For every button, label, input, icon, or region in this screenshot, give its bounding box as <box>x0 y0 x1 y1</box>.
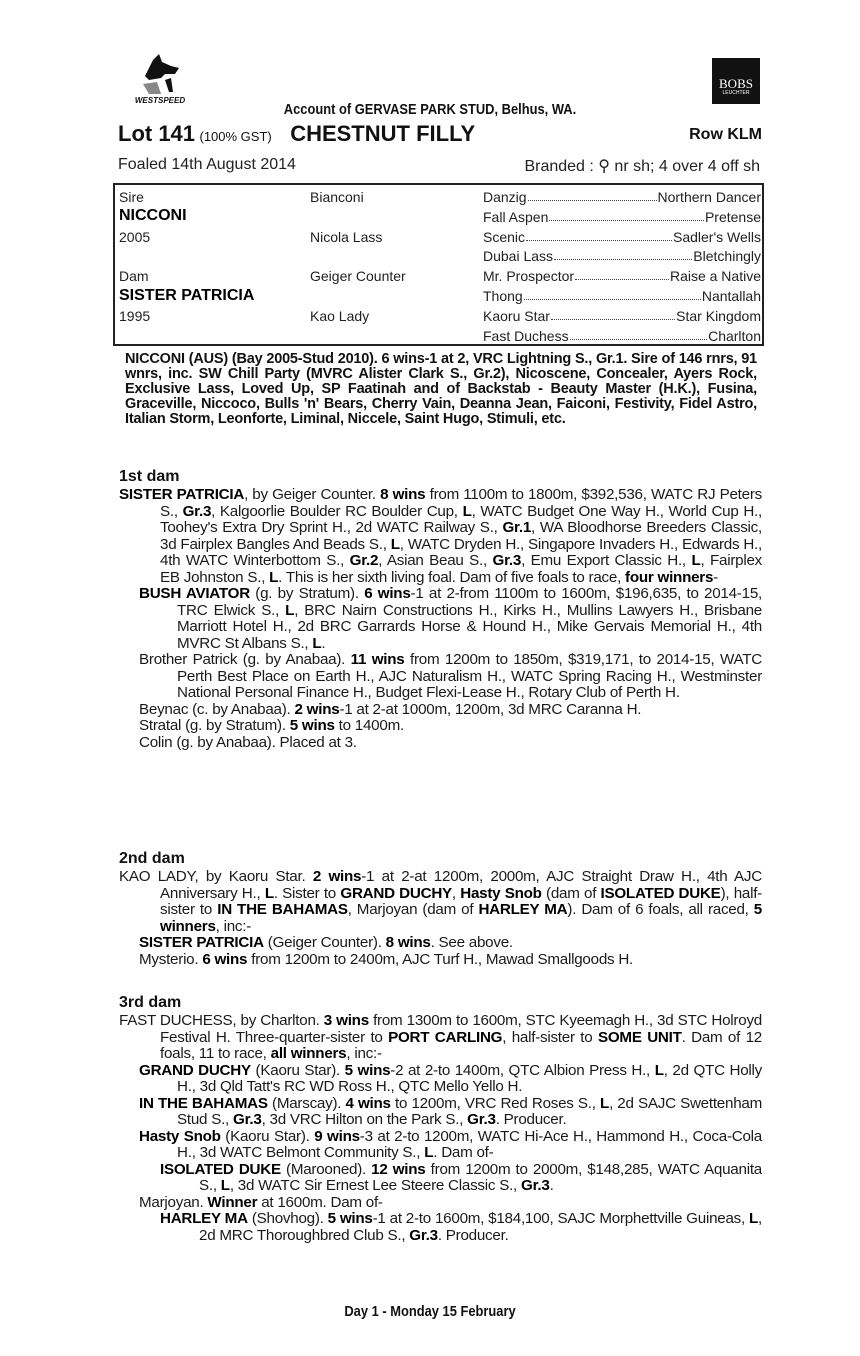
great-grandparent-sire: Bletchingly <box>693 248 761 265</box>
great-grandparent-row <box>483 288 761 304</box>
bold-text: Winner <box>207 1193 258 1211</box>
text: -1 at 2-at 1200m, 2000m, AJC Straight Draw H., 4th AJC Anniversary H., <box>160 868 762 902</box>
bold-text: IN THE BAHAMAS <box>139 1094 268 1112</box>
text: to 1200m, VRC Red Roses S., <box>390 1094 601 1112</box>
great-grandparent-name: Danzig <box>483 189 527 205</box>
great-grandparent-sire: Star Kingdom <box>676 307 761 324</box>
pedigree-entry <box>119 1162 762 1195</box>
bold-text: 12 wins <box>371 1160 426 1178</box>
text: (Kaoru Star). <box>220 1127 315 1145</box>
great-grandparent-name: Mr. Prospector <box>483 268 575 285</box>
pedigree-entry <box>119 1195 762 1212</box>
bold-text: 11 wins <box>350 651 405 668</box>
bold-text: Gr.3 <box>233 1111 262 1128</box>
pedigree-entry <box>119 1096 762 1129</box>
bold-text: L <box>312 634 322 652</box>
bold-text: SISTER PATRICIA <box>139 934 264 951</box>
sire-year: 2005 <box>119 229 151 245</box>
text: . Dam of 12 foals, 11 to race, <box>160 1028 762 1062</box>
text: at 1600m. Dam of- <box>257 1193 383 1211</box>
bold-text: GRAND DUCHY <box>340 884 452 902</box>
text: from 1200m to 2000m, $148,285, WATC Aquanita S., <box>199 1160 762 1194</box>
text: . <box>321 634 326 652</box>
text: , BRC Nairn Constructions H., Kirks H., Mullins Lawyers H., Brisbane Marriott Hotel H., 2d BRC Garrards Horse & Hound H., Mike Gervais Memorial H., 4th MVRC St Albans S., <box>177 601 762 652</box>
bold-text: 3 wins <box>323 1012 369 1029</box>
horse-silhouette-icon <box>135 52 185 96</box>
bold-text: four winners <box>625 568 714 586</box>
bold-text: L <box>285 601 295 619</box>
second-dam-section <box>119 850 762 968</box>
bold-text: 2 wins <box>294 700 340 718</box>
bold-text: Gr.2 <box>349 552 379 569</box>
text: (g. by Stratum). <box>249 585 365 602</box>
text: Mysterio. <box>139 950 203 968</box>
text: , 3d VRC Hilton on the Park S., <box>261 1111 468 1128</box>
text: -1 at 2-at 1000m, 1200m, 3d MRC Caranna H. <box>339 700 642 718</box>
text: to 1400m. <box>334 717 404 734</box>
dam-name: SISTER PATRICIA <box>119 287 255 304</box>
bold-text: 8 wins <box>385 934 431 951</box>
text: -3 at 2-to 1200m, WATC Hi-Ace H., Hammond H., Coca-Cola H., 3d WATC Belmont Community S., <box>177 1127 762 1161</box>
bold-text: SOME UNIT <box>597 1028 682 1046</box>
bold-text: L <box>264 884 274 902</box>
text: , half-sister to <box>502 1028 598 1046</box>
pedigree-entry <box>119 1063 762 1096</box>
text: . See above. <box>430 934 513 951</box>
text: , inc:- <box>215 917 252 935</box>
text: from 1200m to 1850m, $319,171, to 2014-15, WATC Perth Best Place on Earth H., AJC Naturalism H., WATC Spring Racing H., Westminster National Personal Finance H., Budget Flexi-Lease H., Rotary Club of Perth H. <box>177 651 762 701</box>
section-heading: 3rd dam <box>119 994 182 1011</box>
text: Brother Patrick (g. by Anabaa). <box>139 651 351 668</box>
text: Stratal (g. by Stratum). <box>139 717 290 734</box>
bold-text: Gr.3 <box>182 502 212 520</box>
great-grandparent-name: Fast Duchess <box>483 327 569 344</box>
text: - <box>713 568 718 586</box>
text: (Kaoru Star). <box>250 1061 345 1079</box>
bold-text: 2 wins <box>312 868 362 885</box>
great-grandparent-sire: Sadler's Wells <box>673 228 761 245</box>
great-grandparent-name: Dubai Lass <box>483 248 554 265</box>
text: (Shovhog). <box>247 1210 328 1227</box>
lot-line <box>118 121 762 147</box>
text: (Geiger Counter). <box>263 934 386 951</box>
bold-text: L <box>424 1144 434 1161</box>
text: (Marscay). <box>267 1094 346 1112</box>
great-grandparent-row <box>483 229 761 245</box>
bold-text: 5 wins <box>344 1061 391 1079</box>
text: , 3d WATC Sir Ernest Lee Steere Classic S., <box>229 1177 521 1194</box>
bold-text: 5 wins <box>327 1210 373 1227</box>
bold-text: ISOLATED DUKE <box>160 1160 281 1178</box>
great-grandparent-sire: Northern Dancer <box>657 189 761 205</box>
bold-text: 5 wins <box>289 717 335 734</box>
text: , 2d MRC Thoroughbred Club S., <box>199 1210 762 1244</box>
pedigree-entry <box>119 1013 762 1063</box>
westspeed-logo <box>125 52 195 105</box>
bold-text: 4 wins <box>345 1094 391 1112</box>
westspeed-logo-text: WESTSPEED <box>134 96 186 105</box>
vendor-account: Account of GERVASE PARK STUD, Belhus, WA. <box>283 101 577 118</box>
text: , 2d SAJC Swettenham Stud S., <box>177 1094 762 1128</box>
bold-text: 6 wins <box>364 585 411 602</box>
pedigree-entry <box>119 1129 762 1162</box>
granddam-maternal: Kao Lady <box>310 308 370 324</box>
text: -2 at 2-to 1400m, QTC Albion Press H., <box>390 1061 655 1079</box>
section-heading: 2nd dam <box>119 850 185 867</box>
pedigree-entry <box>119 718 762 735</box>
bold-text: L <box>390 535 400 553</box>
sire-label: Sire <box>119 189 144 205</box>
pedigree-entry <box>119 735 762 752</box>
bold-text: Gr.3 <box>492 552 522 569</box>
bold-text: 9 wins <box>314 1127 360 1145</box>
text: -1 at 2-from 1100m to 1600m, $196,635, to 2014-15, TRC Elwick S., <box>177 585 762 619</box>
bold-text: all winners <box>270 1045 347 1062</box>
dot-leader <box>575 268 669 280</box>
bobs-logo <box>712 58 760 104</box>
bold-text: Hasty Snob <box>139 1127 221 1145</box>
bold-text: Gr.3 <box>521 1177 550 1194</box>
text: , WATC Budget One Way H., World Cup H., Toohey's Extra Dry Sprint H., 2d WATC Railway S., <box>160 502 763 536</box>
bold-text: 6 wins <box>202 950 248 968</box>
bold-text: Gr.1 <box>502 519 532 536</box>
dot-leader <box>554 248 692 260</box>
text: . Sister to <box>273 884 341 902</box>
text: from 1100m to 1800m, $392,536, WATC RJ Peters S., <box>160 486 762 520</box>
text: Colin (g. by Anabaa). Placed at 3. <box>139 733 357 751</box>
text: , Kalgoorlie Boulder RC Boulder Cup, <box>211 502 463 520</box>
text: . <box>549 1177 554 1194</box>
text: (Marooned). <box>280 1160 372 1178</box>
pedigree-entry <box>119 869 762 935</box>
bold-text: L <box>600 1094 610 1112</box>
bold-text: Hasty Snob <box>460 884 542 902</box>
sale-day-footer: Day 1 - Monday 15 February <box>344 1303 516 1320</box>
great-grandparent-name: Fall Aspen <box>483 208 549 225</box>
pedigree-entry <box>119 935 762 952</box>
great-grandparent-row <box>483 189 761 205</box>
gst-note: (100% GST) <box>199 129 272 144</box>
bold-text: Gr.3 <box>409 1226 438 1244</box>
lot-number: Lot 141 <box>118 121 196 146</box>
sire-name: NICCONI <box>119 207 187 224</box>
bold-text: HARLEY MA <box>160 1210 248 1227</box>
text: ). Dam of 6 foals, all raced, <box>567 901 754 918</box>
grandsire-paternal: Bianconi <box>310 189 364 205</box>
bold-text: L <box>269 568 279 586</box>
text: -1 at 2-to 1600m, $184,100, SAJC Morphettville Guineas, <box>372 1210 749 1227</box>
bold-text: 5 winners <box>160 901 762 935</box>
text: , <box>451 884 461 902</box>
text: FAST DUCHESS, by Charlton. <box>119 1012 324 1029</box>
dot-leader <box>524 288 701 300</box>
bold-text: ISOLATED DUKE <box>600 884 721 902</box>
bold-text: GRAND DUCHY <box>139 1061 251 1079</box>
pedigree-entry <box>119 487 762 586</box>
great-grandparent-name: Thong <box>483 288 523 304</box>
third-dam-section <box>119 994 762 1244</box>
text: , Fairplex EB Johnston S., <box>160 552 762 586</box>
bold-text: L <box>748 1210 759 1227</box>
text: , WATC Dryden H., Singapore Invaders H., Edwards H., 4th WATC Winterbottom S., <box>160 535 762 569</box>
pedigree-entry <box>119 1211 762 1244</box>
text: from 1300m to 1600m, STC Kyeemagh H., 3d STC Holroyd Festival H. Three-quarter-sister to <box>160 1012 762 1046</box>
text: , Marjoyan (dam of <box>347 901 479 918</box>
bold-text: L <box>220 1177 230 1194</box>
text: , by Geiger Counter. <box>244 486 381 503</box>
great-grandparent-row <box>483 209 761 225</box>
pedigree-entry <box>119 652 762 702</box>
bold-text: 8 wins <box>380 486 426 503</box>
grandsire-maternal: Geiger Counter <box>310 268 406 284</box>
text: (dam of <box>541 884 601 902</box>
text: Beynac (c. by Anabaa). <box>139 700 295 718</box>
bold-text: L <box>462 502 472 520</box>
dot-leader <box>549 209 704 221</box>
pedigree-table <box>113 183 764 346</box>
text: , inc:- <box>346 1045 382 1062</box>
great-grandparent-sire: Nantallah <box>701 288 761 304</box>
bold-text: BUSH AVIATOR <box>139 585 250 602</box>
text: , 2d QTC Holly H., 3d Qld Tatt's RC WD Ross H., QTC Mello Yello H. <box>177 1061 762 1095</box>
bold-text: HARLEY MA <box>478 901 568 918</box>
lot-description: CHESTNUT FILLY <box>290 121 476 146</box>
bold-text: L <box>691 552 701 569</box>
row-location: Row KLM <box>689 126 762 143</box>
dam-year: 1995 <box>119 308 151 324</box>
pedigree-entry <box>119 702 762 719</box>
dot-leader <box>526 229 672 241</box>
pedigree-entry <box>119 586 762 652</box>
text: , WA Bloodhorse Breeders Classic, 3d Fairplex Bangles And Beads S., <box>160 519 762 553</box>
text: , Emu Export Classic H., <box>521 552 692 569</box>
foaled-date: Foaled 14th August 2014 <box>118 156 296 173</box>
great-grandparent-row <box>483 268 761 284</box>
dam-label: Dam <box>119 268 149 284</box>
text: . Producer. <box>495 1111 567 1128</box>
great-grandparent-sire: Pretense <box>704 208 761 225</box>
great-grandparent-row <box>483 308 761 324</box>
bold-text: SISTER PATRICIA <box>119 486 245 503</box>
dot-leader <box>570 328 707 340</box>
sire-summary: NICCONI (AUS) (Bay 2005-Stud 2010). 6 wins-1 at 2, VRC Lightning S., Gr.1. Sire of 146 rnrs, 91 wnrs, inc. SW Chill Party (MVRC Alister Clark S., Gr.2), Nicoscene, Concealer, Ayers Rock, Exclusive Lass, Loved Up, SP Faatinah and of Backstab - Beauty Master (H.K.), Fusina, Graceville, Niccoco, Bulls 'n' Bears, Cherry Vain, Deanna Jean, Faiconi, Festivity, Fidel Astro, Italian Storm, Leonforte, Liminal, Niccele, Saint Hugo, Stimuli, etc. <box>125 351 757 427</box>
text: . Producer. <box>437 1226 509 1244</box>
brand-marks: Branded : ⚲ nr sh; 4 over 4 off sh <box>524 158 760 175</box>
great-grandparent-name: Kaoru Star <box>483 307 550 324</box>
text: ), half-sister to <box>160 884 762 918</box>
granddam-paternal: Nicola Lass <box>310 229 383 245</box>
great-grandparent-sire: Raise a Native <box>669 268 761 285</box>
text: , Asian Beau S., <box>378 552 493 569</box>
section-heading: 1st dam <box>119 468 180 485</box>
text: Marjoyan. <box>139 1193 208 1211</box>
bold-text: L <box>654 1061 664 1079</box>
text: KAO LADY, by Kaoru Star. <box>119 868 313 885</box>
text: . Dam of- <box>433 1144 494 1161</box>
great-grandparent-row <box>483 328 761 344</box>
dot-leader <box>528 189 657 201</box>
text: . This is her sixth living foal. Dam of five foals to race, <box>278 568 626 586</box>
bold-text: PORT CARLING <box>388 1028 503 1046</box>
great-grandparent-name: Scenic <box>483 228 526 245</box>
great-grandparent-sire: Charlton <box>708 327 761 344</box>
bobs-logo-subtext: LEUCHTER <box>722 90 750 96</box>
text: from 1200m to 2400m, AJC Turf H., Mawad Smallgoods H. <box>247 950 634 968</box>
bobs-logo-text: BOBS <box>719 76 753 91</box>
first-dam-section <box>119 468 762 751</box>
pedigree-entry <box>119 952 762 969</box>
great-grandparent-row <box>483 248 761 264</box>
bold-text: IN THE BAHAMAS <box>217 901 348 918</box>
dot-leader <box>551 308 675 320</box>
bold-text: Gr.3 <box>467 1111 496 1128</box>
